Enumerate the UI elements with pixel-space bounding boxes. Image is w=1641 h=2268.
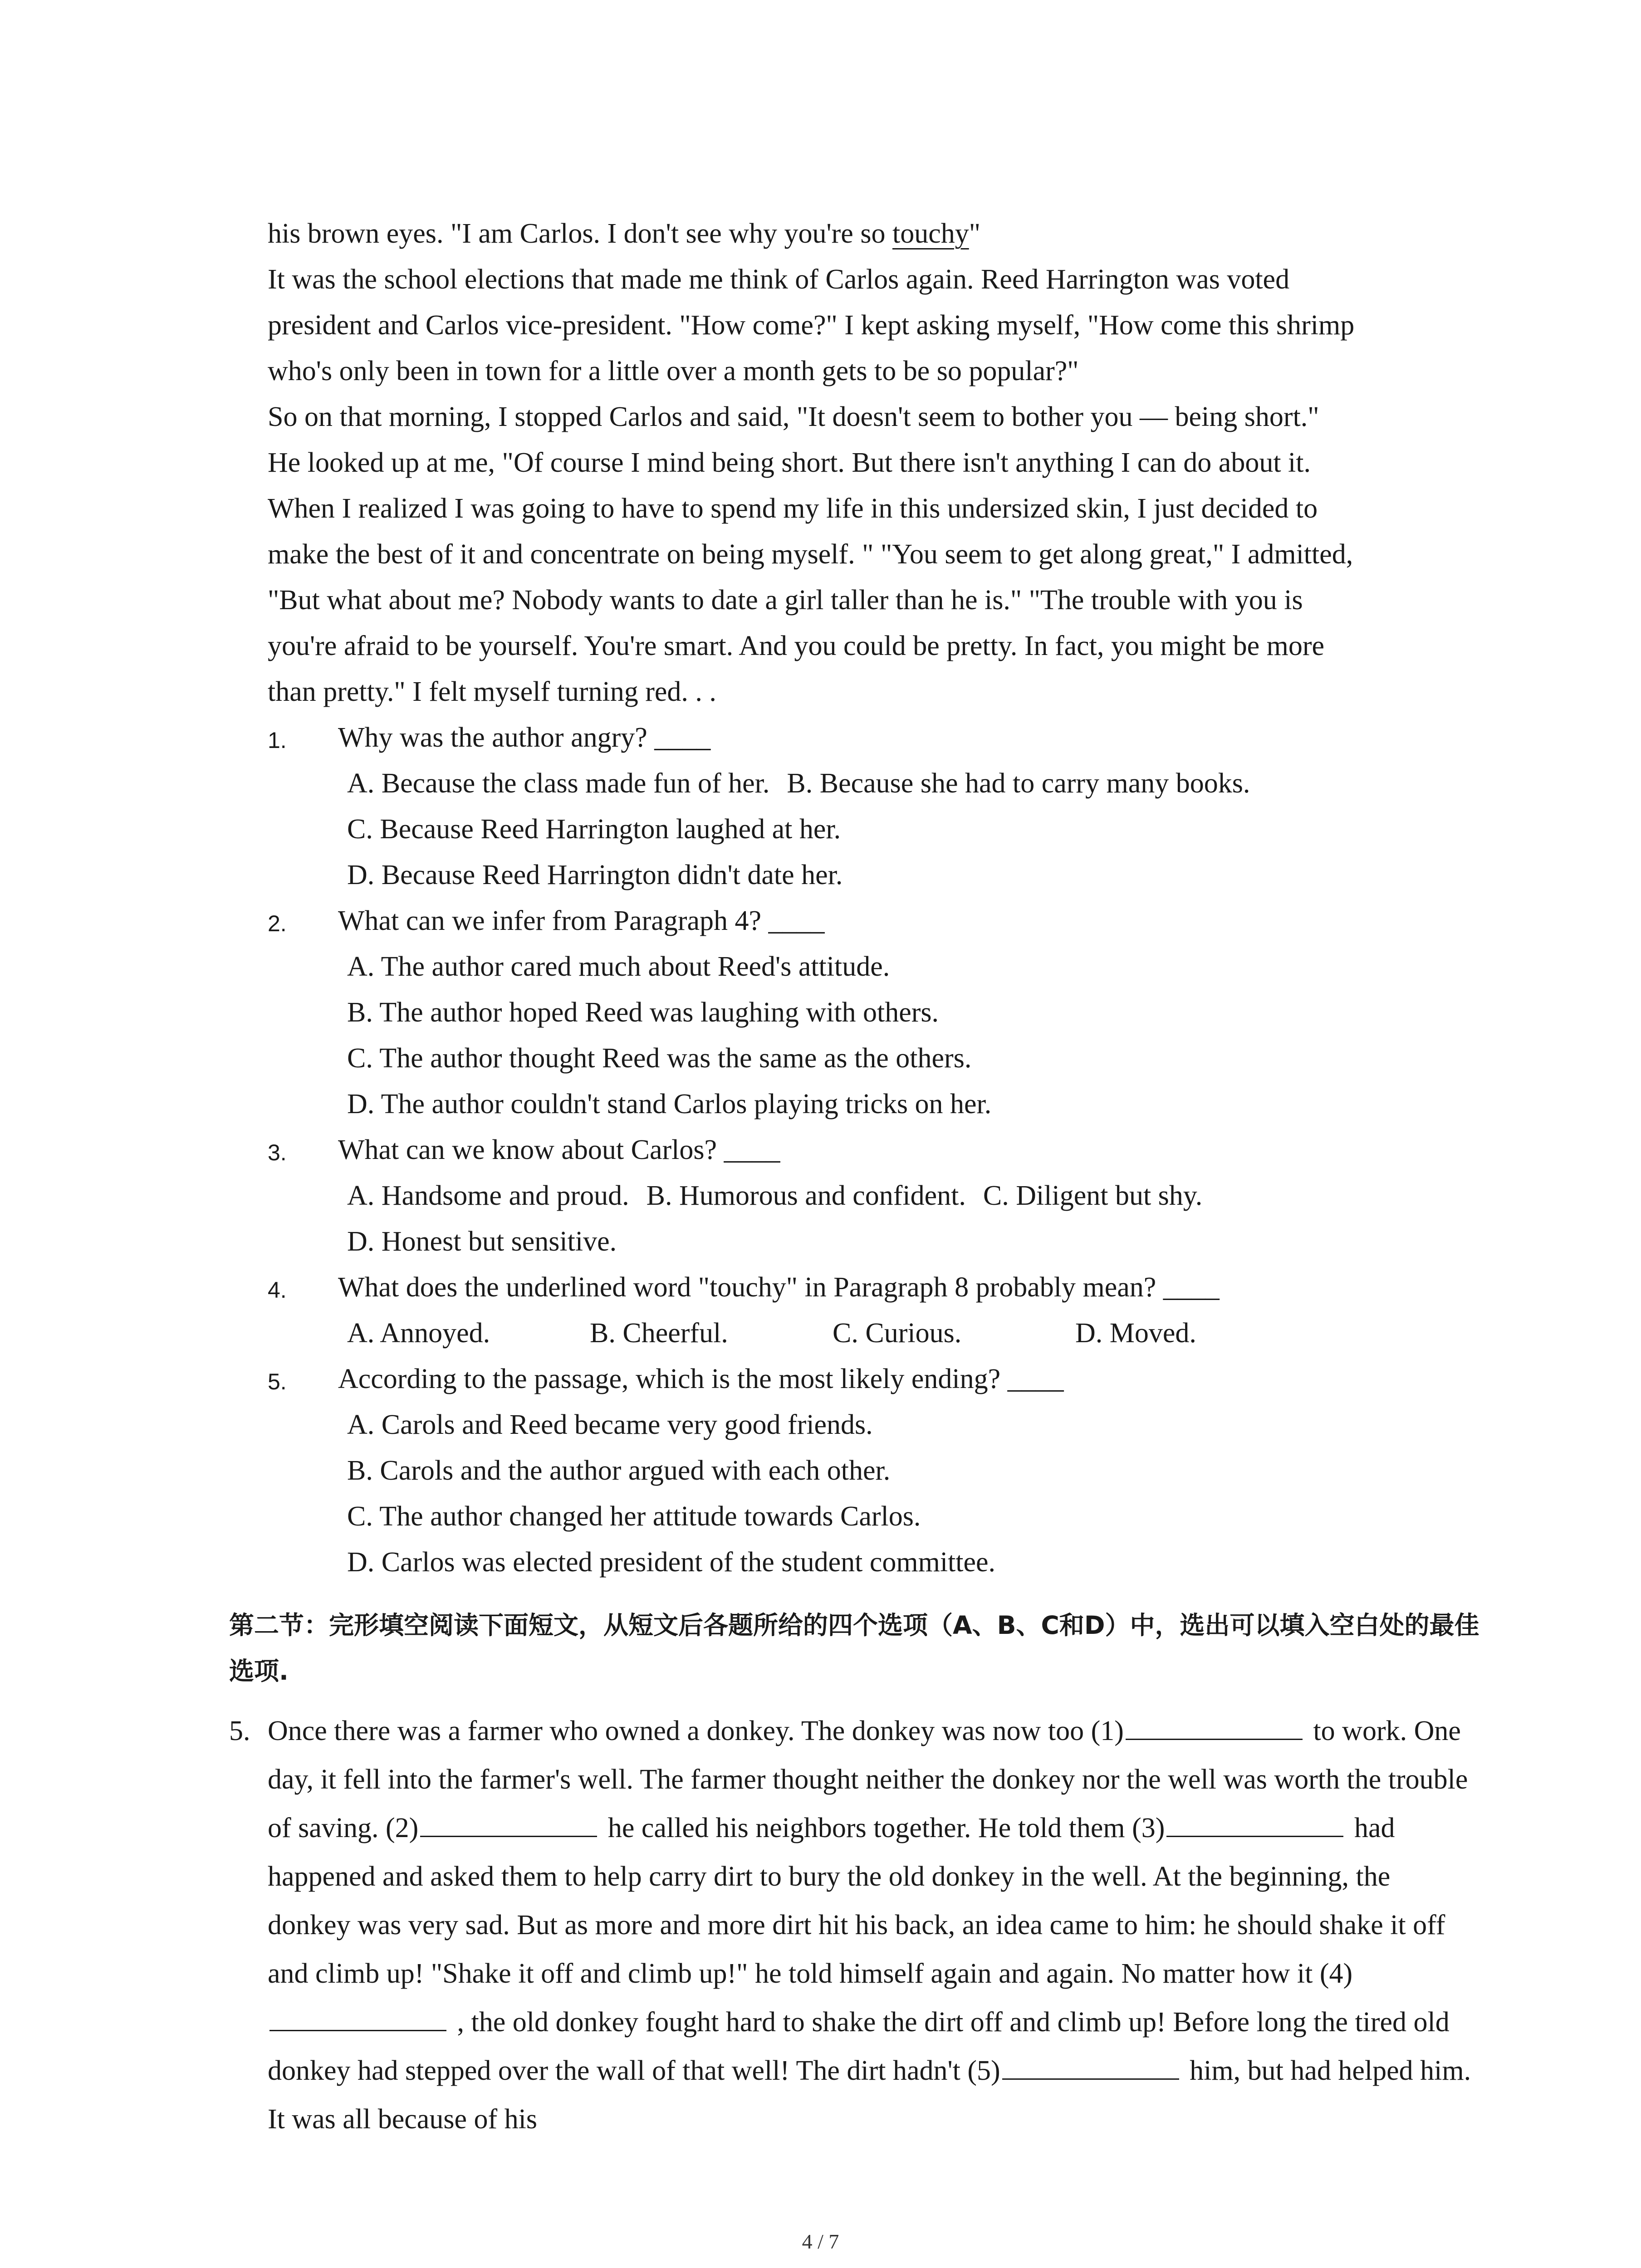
passage-line: So on that morning, I stopped Carlos and said, "It doesn't seem to bother you — being short.": [268, 401, 1319, 432]
cloze-text: Once there was a farmer who owned a donkey. The donkey was now too (1): [268, 1716, 1124, 1746]
cloze-number: 5.: [229, 1716, 250, 1746]
page-content: [229, 211, 1479, 2144]
question-text: What does the underlined word "touchy" in Paragraph 8 probably mean? ____: [338, 1272, 1220, 1303]
question-text: What can we know about Carlos? ____: [338, 1134, 780, 1165]
option-b: B. Humorous and confident.: [646, 1180, 966, 1211]
cloze-text: he called his neighbors together. He told them (3): [601, 1813, 1165, 1843]
option-d: D. Carlos was elected president of the student committee.: [347, 1547, 996, 1578]
question-2: [268, 898, 1474, 944]
option-c: C. Diligent but shy.: [983, 1180, 1203, 1211]
option-line: [268, 761, 1474, 807]
option-c: C. The author thought Reed was the same as the others.: [347, 1043, 972, 1074]
blank-3: [1166, 1809, 1343, 1837]
page-number: 4 / 7: [802, 2230, 839, 2253]
option-a: A. Handsome and proud.: [347, 1180, 629, 1211]
blank-2: [420, 1809, 597, 1837]
option-a: A. Annoyed.: [347, 1318, 490, 1349]
passage-line: than pretty." I felt myself turning red. . .: [268, 676, 716, 707]
option-a: A. The author cared much about Reed's attitude.: [347, 951, 890, 982]
question-number: 3.: [268, 1140, 287, 1165]
question-1: [268, 715, 1474, 761]
option-d: D. Honest but sensitive.: [347, 1226, 617, 1257]
option-b: B. The author hoped Reed was laughing with others.: [347, 997, 939, 1028]
option-c: C. Curious.: [833, 1318, 962, 1349]
question-text: What can we infer from Paragraph 4? ____: [338, 905, 825, 936]
cloze-text: to work. One day, it fell into the farmer's well. The farmer thought neither the donkey nor the well was worth the trouble of saving. (2): [268, 1716, 1468, 1843]
passage-line: his brown eyes. "I am Carlos. I don't see why you're so touchy": [268, 218, 981, 249]
section-heading: 第二节：完形填空阅读下面短文，从短文后各题所给的四个选项（A、B、C和D）中，选出可以填入空白处的最佳选项.: [229, 1611, 1479, 1686]
cloze-text: had happened and asked them to help carry dirt to bury the old donkey in the well. At the beginning, the donkey was very sad. But as more and more dirt hit his back, an idea came to him: he should shake it off and climb up! "Shake it off and climb up!" he told himself again and again. No matter how it (4): [268, 1813, 1445, 1989]
option-b: B. Because she had to carry many books.: [787, 768, 1250, 799]
cloze-passage: [229, 1707, 1474, 2144]
question-number: 4.: [268, 1277, 287, 1303]
passage-line: president and Carlos vice-president. "How come?" I kept asking myself, "How come this shrimp: [268, 310, 1355, 341]
question-5: [268, 1356, 1474, 1402]
option-line: [268, 1173, 1474, 1219]
cloze-text: , the old donkey fought hard to shake the dirt off and climb up! Before long the tired old donkey had stepped over the wall of that well! The dirt hadn't (5): [268, 2007, 1450, 2086]
question-text: Why was the author angry? ____: [338, 722, 711, 753]
option-d: D. The author couldn't stand Carlos playing tricks on her.: [347, 1089, 992, 1119]
option-a: A. Because the class made fun of her.: [347, 768, 770, 799]
option-line: [268, 1310, 1474, 1356]
option-c: C. Because Reed Harrington laughed at her.: [347, 814, 841, 845]
passage-line: It was the school elections that made me think of Carlos again. Reed Harrington was voted: [268, 264, 1290, 295]
option-c: C. The author changed her attitude towards Carlos.: [347, 1501, 921, 1532]
blank-1: [1126, 1711, 1303, 1740]
passage-line: "But what about me? Nobody wants to date a girl taller than he is." "The trouble with you is: [268, 585, 1303, 616]
option-d: D. Moved.: [1075, 1318, 1196, 1349]
blank-4: [269, 2003, 446, 2031]
question-text: According to the passage, which is the most likely ending? ____: [338, 1364, 1064, 1394]
cloze-text: him, but had helped him. It was all because of his: [268, 2055, 1471, 2135]
question-number: 2.: [268, 911, 287, 936]
blank-5: [1002, 2051, 1179, 2080]
question-3: [268, 1127, 1474, 1173]
option-d: D. Because Reed Harrington didn't date her.: [347, 860, 843, 890]
question-4: [268, 1265, 1474, 1310]
passage-line: who's only been in town for a little over a month gets to be so popular?": [268, 356, 1079, 386]
passage-line: you're afraid to be yourself. You're smart. And you could be pretty. In fact, you might be more: [268, 631, 1324, 661]
underlined-word: touchy: [892, 218, 969, 249]
question-number: 1.: [268, 728, 287, 753]
passage-line: He looked up at me, "Of course I mind being short. But there isn't anything I can do about it.: [268, 447, 1311, 478]
question-number: 5.: [268, 1369, 287, 1394]
option-a: A. Carols and Reed became very good friends.: [347, 1409, 873, 1440]
passage-line: When I realized I was going to have to spend my life in this undersized skin, I just decided to: [268, 493, 1318, 524]
option-b: B. Carols and the author argued with each other.: [347, 1455, 891, 1486]
passage-line: make the best of it and concentrate on being myself. " "You seem to get along great," I admitted,: [268, 539, 1353, 570]
option-b: B. Cheerful.: [590, 1318, 728, 1349]
